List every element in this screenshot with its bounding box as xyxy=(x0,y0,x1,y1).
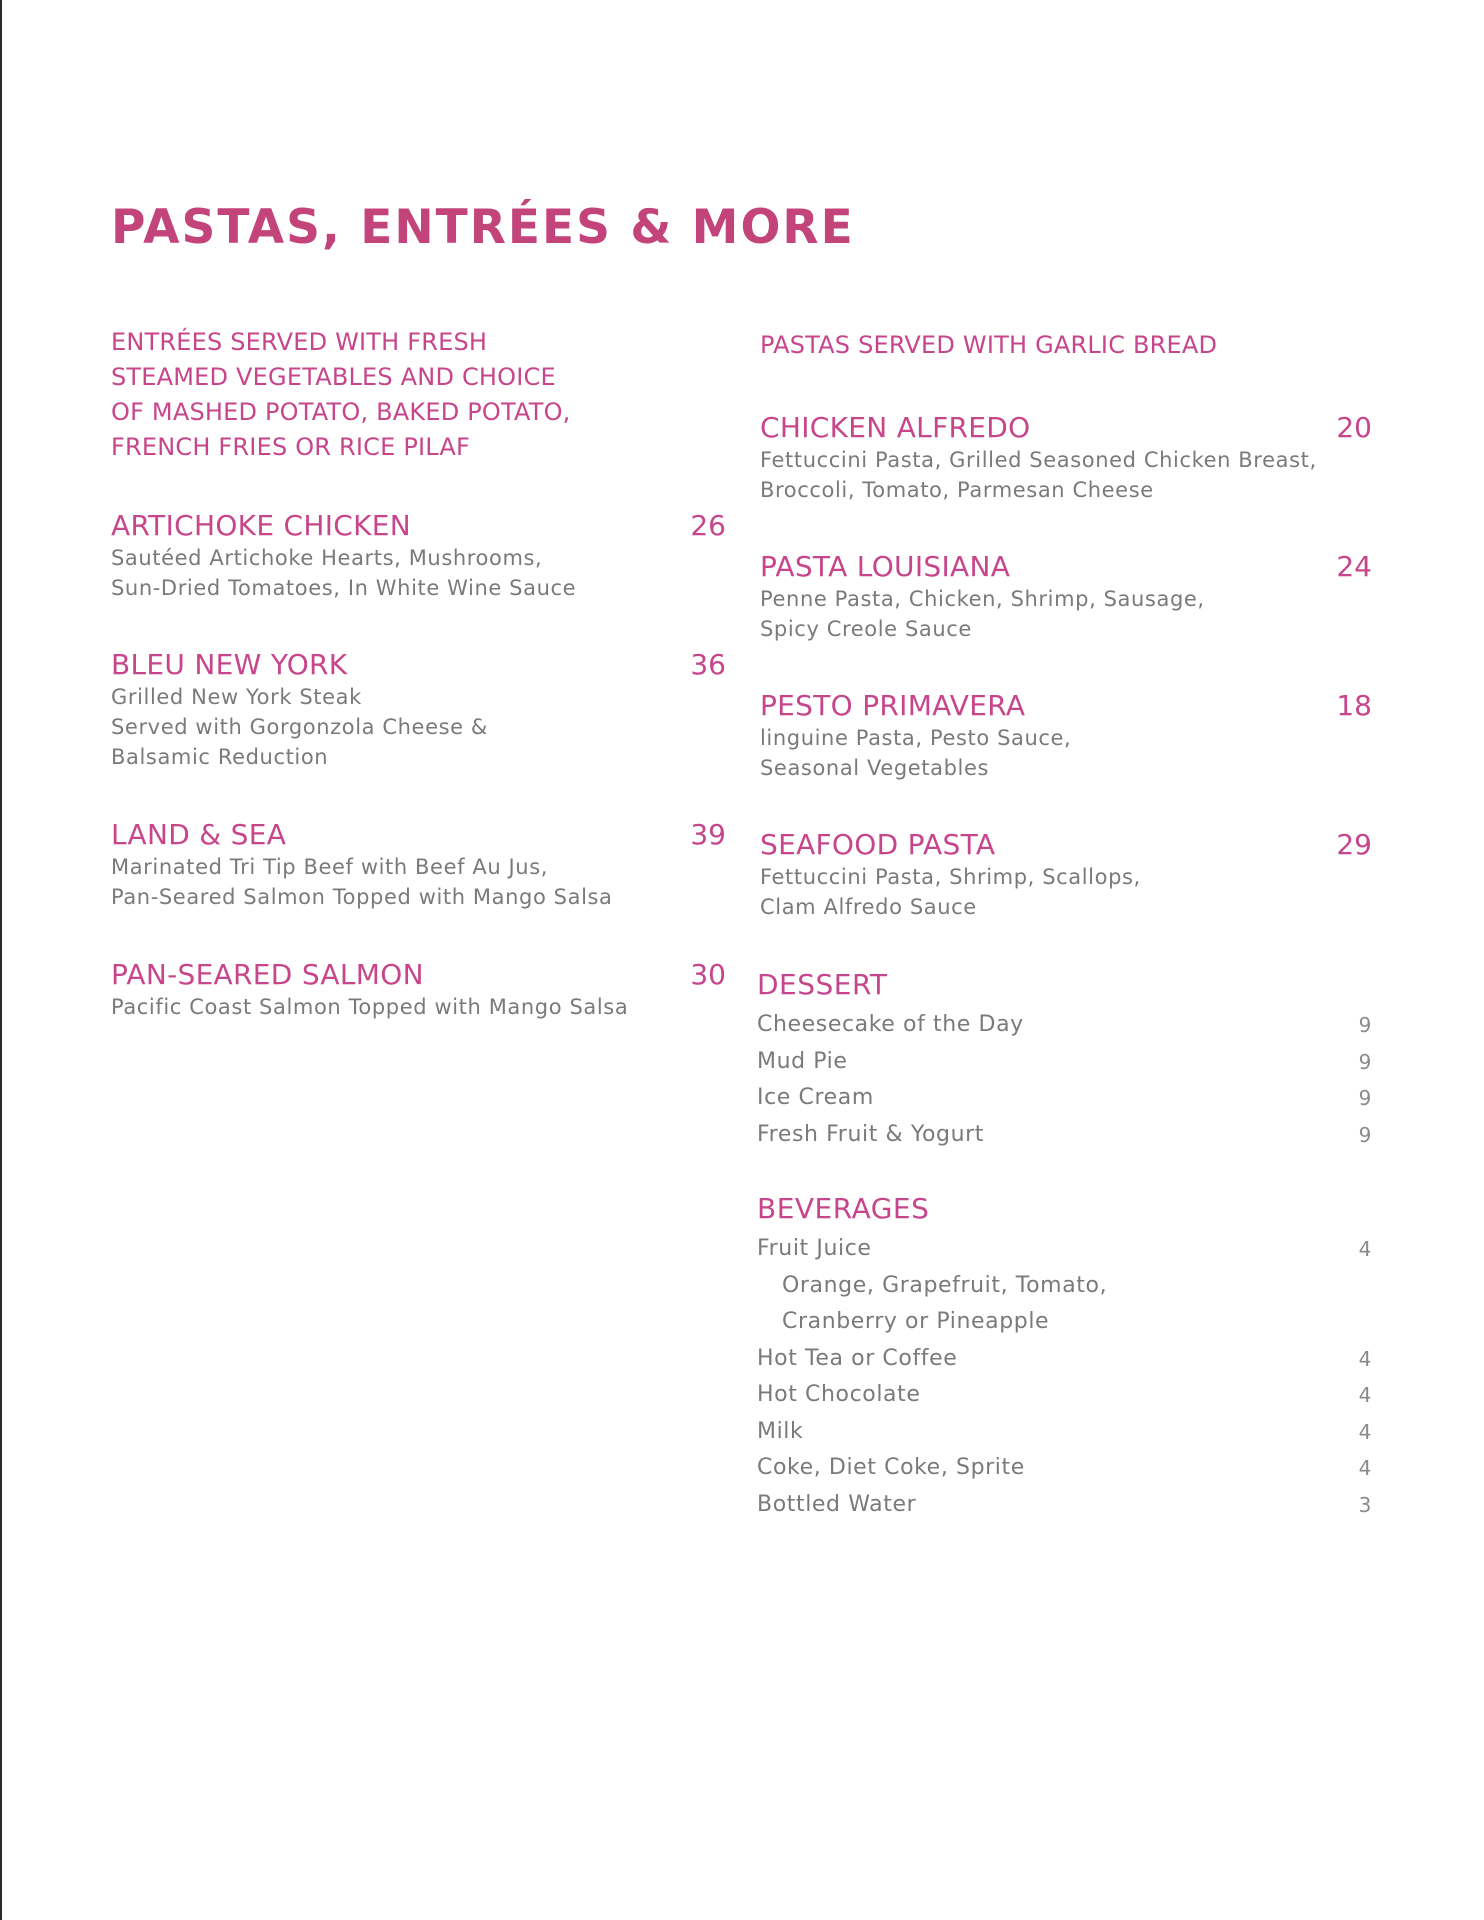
item-name: BLEU NEW YORK xyxy=(111,648,348,681)
item-name: LAND & SEA xyxy=(111,818,287,851)
item-description: Marinated Tri Tip Beef with Beef Au Jus, xyxy=(111,855,549,879)
item-price: 9 xyxy=(1358,1049,1372,1074)
item-description: Fettuccini Pasta, Shrimp, Scallops, xyxy=(760,865,1141,889)
item-description: Fettuccini Pasta, Grilled Seasoned Chicken Breast, xyxy=(760,448,1317,472)
item-name: Hot Chocolate xyxy=(757,1382,921,1407)
item-description: Served with Gorgonzola Cheese & xyxy=(111,715,488,739)
item-price: 4 xyxy=(1358,1383,1372,1407)
item-price: 39 xyxy=(690,818,726,851)
item-price: 9 xyxy=(1358,1122,1372,1147)
entrees-intro-line: STEAMED VEGETABLES AND CHOICE xyxy=(111,363,556,391)
item-name: CHICKEN ALFREDO xyxy=(760,411,1031,444)
item-name: PASTA LOUISIANA xyxy=(760,550,1011,583)
pastas-intro: PASTAS SERVED WITH GARLIC BREAD xyxy=(760,331,1218,359)
item-name: Bottled Water xyxy=(757,1491,917,1517)
item-name: Fresh Fruit & Yogurt xyxy=(757,1121,985,1147)
menu-item-chicken-alfredo xyxy=(760,411,1372,505)
item-name: PESTO PRIMAVERA xyxy=(760,689,1026,722)
menu-item-pesto-primavera xyxy=(760,689,1372,783)
list-item xyxy=(757,1450,1372,1487)
item-price: 30 xyxy=(690,958,726,991)
item-description: Clam Alfredo Sauce xyxy=(760,895,977,919)
list-item xyxy=(757,1414,1372,1451)
list-item xyxy=(757,1487,1372,1524)
dessert-list xyxy=(757,1007,1372,1153)
dessert-heading: DESSERT xyxy=(757,968,888,1001)
entrees-intro xyxy=(111,325,681,465)
item-name: PAN-SEARED SALMON xyxy=(111,958,424,991)
item-price: 3 xyxy=(1358,1492,1372,1517)
list-item xyxy=(757,1341,1372,1378)
entrees-intro-line: ENTRÉES SERVED WITH FRESH xyxy=(111,328,488,356)
menu-item-pan-seared-salmon xyxy=(111,958,726,1022)
item-description: Penne Pasta, Chicken, Shrimp, Sausage, xyxy=(760,587,1205,611)
list-item xyxy=(757,1231,1372,1268)
item-description: Spicy Creole Sauce xyxy=(760,617,972,641)
item-detail: Orange, Grapefruit, Tomato, xyxy=(782,1272,1108,1298)
item-description: Pan-Seared Salmon Topped with Mango Salsa xyxy=(111,885,613,909)
item-name: Mud Pie xyxy=(757,1048,848,1074)
item-name: Cheesecake of the Day xyxy=(757,1012,1024,1037)
item-description: Broccoli, Tomato, Parmesan Cheese xyxy=(760,478,1154,502)
entrees-intro-line: OF MASHED POTATO, BAKED POTATO, xyxy=(111,398,571,426)
page-edge-rule xyxy=(0,0,2,1920)
item-price: 18 xyxy=(1336,689,1372,722)
item-price: 4 xyxy=(1358,1419,1372,1444)
item-name: SEAFOOD PASTA xyxy=(760,828,996,861)
item-price: 20 xyxy=(1336,411,1372,444)
item-detail: Cranberry or Pineapple xyxy=(782,1309,1050,1334)
item-description: Seasonal Vegetables xyxy=(760,756,990,780)
beverages-heading: BEVERAGES xyxy=(757,1192,930,1225)
item-description: Balsamic Reduction xyxy=(111,745,329,769)
list-item xyxy=(757,1007,1372,1044)
page-title: PASTAS, ENTRÉES & MORE xyxy=(111,200,855,255)
item-name: Ice Cream xyxy=(757,1085,874,1110)
item-price: 4 xyxy=(1358,1346,1372,1371)
item-description: Sun-Dried Tomatoes, In White Wine Sauce xyxy=(111,576,577,600)
item-name: Milk xyxy=(757,1418,804,1444)
menu-item-artichoke-chicken xyxy=(111,509,726,603)
item-description: linguine Pasta, Pesto Sauce, xyxy=(760,726,1072,750)
item-description: Pacific Coast Salmon Topped with Mango Salsa xyxy=(111,995,629,1019)
item-name: ARTICHOKE CHICKEN xyxy=(111,509,412,542)
item-description: Sautéed Artichoke Hearts, Mushrooms, xyxy=(111,546,543,570)
menu-item-bleu-new-york xyxy=(111,648,726,772)
item-name: Coke, Diet Coke, Sprite xyxy=(757,1455,1025,1480)
list-item xyxy=(757,1377,1372,1414)
item-price: 36 xyxy=(690,648,726,681)
beverages-list xyxy=(757,1231,1372,1523)
list-item xyxy=(757,1117,1372,1154)
item-price: 9 xyxy=(1358,1086,1372,1110)
item-price: 29 xyxy=(1336,828,1372,861)
item-name: Fruit Juice xyxy=(757,1236,872,1261)
list-item xyxy=(757,1044,1372,1081)
menu-item-seafood-pasta xyxy=(760,828,1372,922)
menu-item-land-and-sea xyxy=(111,818,726,912)
item-description: Grilled New York Steak xyxy=(111,685,362,709)
item-price: 9 xyxy=(1358,1013,1372,1037)
entrees-intro-line: FRENCH FRIES OR RICE PILAF xyxy=(111,433,471,461)
item-price: 26 xyxy=(690,509,726,542)
item-price: 24 xyxy=(1336,550,1372,583)
menu-item-pasta-louisiana xyxy=(760,550,1372,644)
item-price: 4 xyxy=(1358,1456,1372,1480)
item-price: 4 xyxy=(1358,1237,1372,1261)
list-item xyxy=(757,1080,1372,1117)
item-name: Hot Tea or Coffee xyxy=(757,1345,958,1371)
